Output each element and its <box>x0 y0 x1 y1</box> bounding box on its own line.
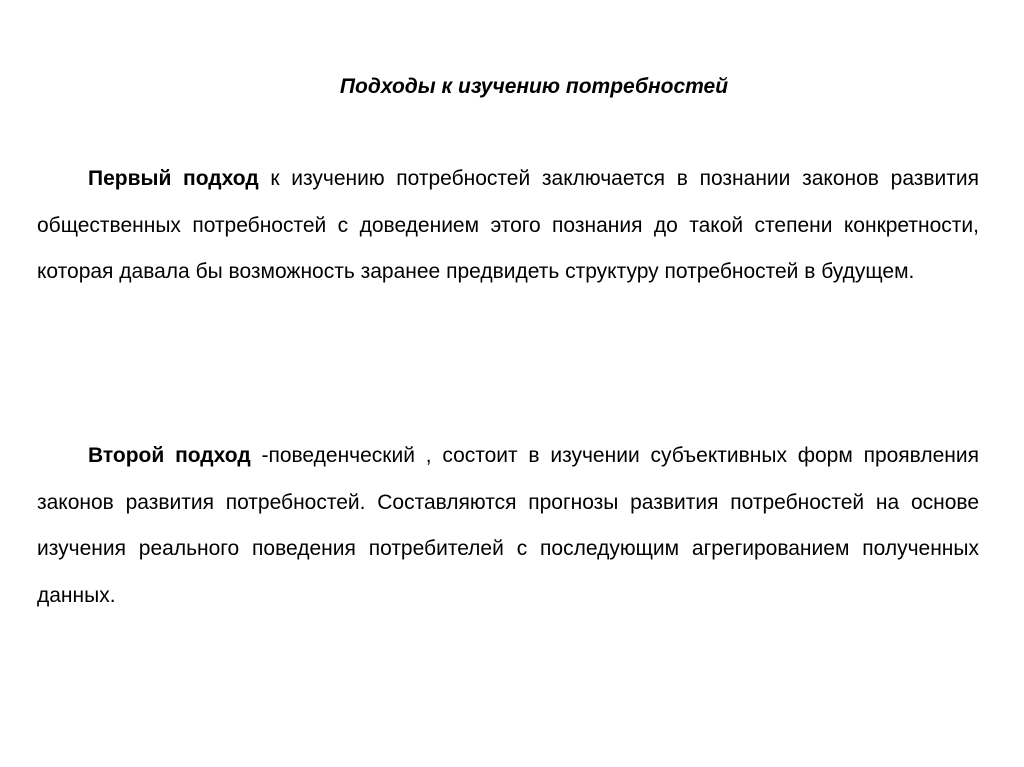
slide-title: Подходы к изучению потребностей <box>339 75 729 98</box>
paragraph-first-approach <box>37 156 979 296</box>
paragraph-text: -поведенческий , состоит в изучении субъективных форм проявления законов развития потребностей. Составляются прогнозы развития потребностей на основе изучения реального поведения потребителей с последующим агрегированием полученных данных. <box>37 444 979 607</box>
paragraph-second-approach <box>37 433 979 619</box>
paragraph-lead: Второй подход <box>88 444 251 467</box>
paragraph-text: к изучению потребностей заключается в познании законов развития общественных потребностей с доведением этого познания до такой степени конкретности, которая давала бы возможность заранее предвидеть структуру потребностей в будущем. <box>37 167 980 283</box>
paragraph-lead: Первый подход <box>88 167 259 190</box>
